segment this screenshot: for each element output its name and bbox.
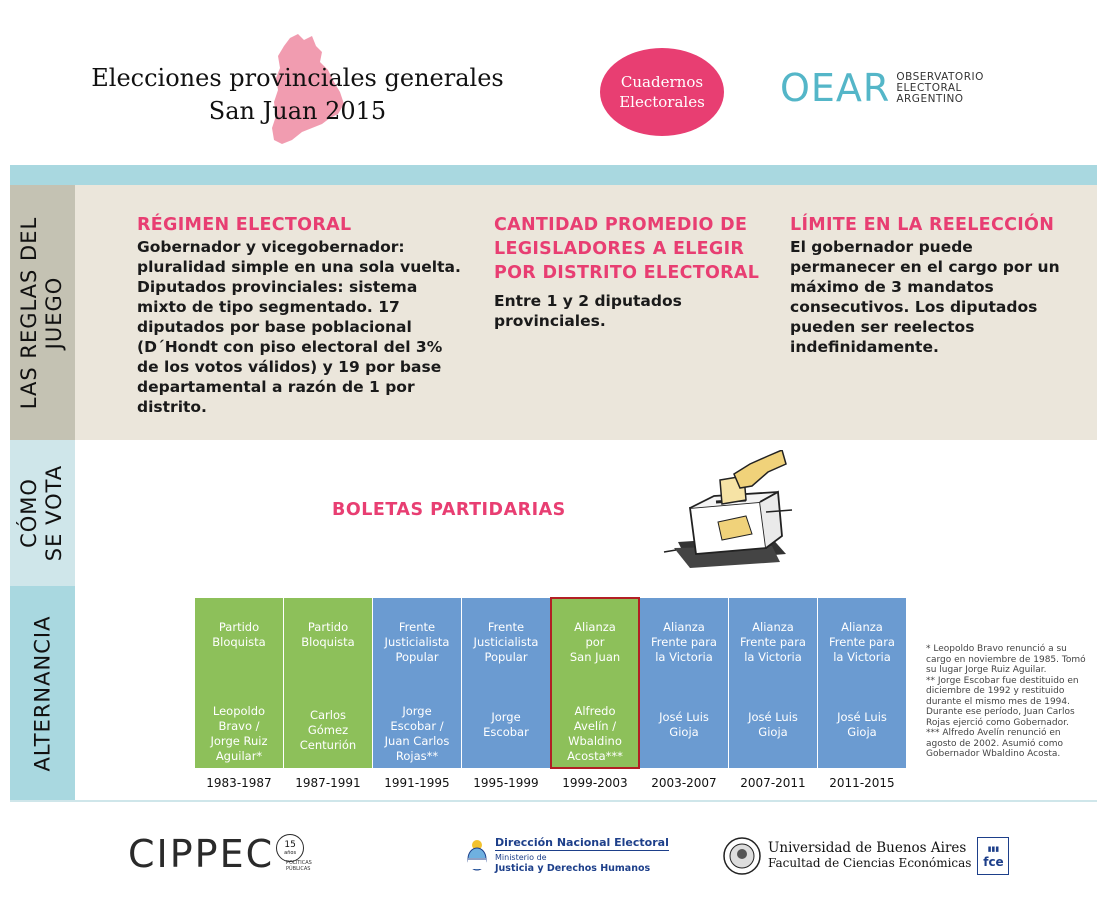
term-governor-line: Bravo / [218,719,260,733]
footnote-line: ** Jorge Escobar fue destituido en [926,675,1079,686]
term-period: 1999-2003 [562,776,628,790]
dne-ministry: Ministerio de [495,853,547,862]
ballot-box-icon [660,450,800,575]
term-governor [818,710,906,740]
uba-logo [722,836,1009,876]
oear-logo [780,68,984,108]
regime-line: Gobernador y vicegobernador: [137,238,405,256]
term-period: 2007-2011 [740,776,806,790]
page-title [60,62,535,128]
term-governor-line: Wbaldino [568,734,622,748]
rules-sidebar-line-1: LAS REGLAS DEL [17,216,42,409]
term-card [729,598,817,768]
term-party-line: Bloquista [212,635,266,649]
footnotes [926,644,1096,760]
uba-university: Universidad de Buenos Aires [768,840,967,856]
term-period: 1983-1987 [206,776,272,790]
reelection-line: consecutivos. Los diputados [790,298,1038,316]
term-party-line: Justicialista [384,635,450,649]
term-party [551,620,639,665]
term-party-line: Frente para [651,635,717,649]
regime-body [137,237,467,417]
term-card [195,598,283,768]
fce-logo [977,837,1009,875]
term-party-line: por [585,635,605,649]
argentina-coat-of-arms-icon [465,839,489,871]
term-party-line: Popular [484,650,528,664]
term-party-line: Alianza [574,620,616,634]
uba-faculty: Facultad de Ciencias Económicas [768,856,972,870]
average-title-line: POR DISTRITO ELECTORAL [494,263,760,283]
term-governor-line: Avelín / [573,719,617,733]
oear-line-1: OBSERVATORIO [896,70,984,83]
fce-bars-icon: ▮▮▮ [987,845,1000,853]
term-party [729,620,817,665]
dne-title: Dirección Nacional Electoral [495,836,669,849]
term-party [462,620,550,665]
footnote-line: cargo en noviembre de 1985. Tomó [926,654,1086,665]
term-party-line: Frente para [740,635,806,649]
cippec-anniversary-badge [276,834,304,862]
term-governor-line: Rojas** [395,749,439,763]
term-governor [284,708,372,753]
cippec-sub-line: PÚBLICAS [286,866,311,872]
term-period: 2003-2007 [651,776,717,790]
term-card [373,598,461,768]
cippec-logo [128,832,312,876]
term-party-line: Alianza [752,620,794,634]
term-governor-line: Acosta*** [567,749,623,763]
fce-mark: fce [983,855,1004,869]
regime-title: RÉGIMEN ELECTORAL [137,215,352,235]
term-party-line: San Juan [569,650,621,664]
term-party-line: la Victoria [833,650,891,664]
average-line: Entre 1 y 2 diputados [494,292,682,310]
term-card [462,598,550,768]
regime-line: diputados por base poblacional [137,318,412,336]
term-party-line: Popular [395,650,439,664]
term-governor-line: Gioja [758,725,788,739]
term-governor-line: José Luis [748,710,798,724]
oear-line-3: ARGENTINO [896,92,964,105]
term-governor-line: Leopoldo [212,704,266,718]
term-governor [640,710,728,740]
alternation-sidebar-label: ALTERNANCIA [30,615,54,771]
term-period: 1991-1995 [384,776,450,790]
term-governor-line: José Luis [659,710,709,724]
term-governor [729,710,817,740]
term-period: 1987-1991 [295,776,361,790]
footnote-line: durante el mismo mes de 1994. [926,696,1070,707]
term-governor [373,704,461,764]
term-card-highlighted [551,598,639,768]
term-party [195,620,283,650]
vote-sidebar-line-1: CÓMO [17,478,42,548]
top-band [10,165,1097,185]
term-party-line: Partido [307,620,349,634]
average-title [494,213,784,285]
term-party-line: Frente [487,620,525,634]
term-card [818,598,906,768]
reelection-line: pueden ser reelectos [790,318,975,336]
term-party-line: Bloquista [301,635,355,649]
footnote-line: su lugar Jorge Ruiz Aguilar. [926,665,1047,675]
footnote-line: *** Alfredo Avelín renunció en [926,728,1061,738]
term-party-line: Partido [218,620,260,634]
reelection-line: permanecer en el cargo por un [790,258,1060,276]
footnote-line: agosto de 2002. Asumió como [926,738,1063,749]
vote-method-label: BOLETAS PARTIDARIAS [332,500,566,520]
reelection-line: indefinidamente. [790,338,939,356]
footnote-line: diciembre de 1992 y restituido [926,686,1065,696]
reelection-title: LÍMITE EN LA REELECCIÓN [790,215,1055,235]
term-governor-line: Gioja [669,725,699,739]
vote-sidebar-label [18,465,68,561]
reelection-body [790,237,1085,357]
term-governor-line: Escobar / [390,719,444,733]
term-governor-line: Jorge [402,704,432,718]
average-title-line: CANTIDAD PROMEDIO DE [494,215,748,235]
regime-line: (D´Hondt con piso electoral del 3% [137,338,443,356]
footer [0,800,1107,900]
vote-sidebar [10,440,75,586]
series-badge-line-1: Cuadernos [620,73,704,91]
term-party-line: la Victoria [744,650,802,664]
term-party-line: Justicialista [473,635,539,649]
term-governor-line: Carlos [309,708,347,722]
term-governor [462,710,550,740]
term-period: 2011-2015 [829,776,895,790]
oear-mark: OEAR [780,66,891,110]
term-card [284,598,372,768]
term-governor-line: Escobar [483,725,529,739]
series-badge-line-2: Electorales [619,93,705,111]
term-governor-line: Alfredo [574,704,616,718]
term-governor-line: Jorge [491,710,521,724]
regime-line: distrito. [137,398,207,416]
reelection-column [790,213,1085,357]
term-card [640,598,728,768]
term-governor-line: Gioja [847,725,877,739]
term-period: 1995-1999 [473,776,539,790]
series-badge [600,48,724,136]
term-governor-line: Jorge Ruiz [210,734,268,748]
average-title-line: LEGISLADORES A ELEGIR [494,239,745,259]
cippec-sub-line: POLÍTICAS [286,860,312,866]
alternation-section [10,586,1097,802]
term-party [818,620,906,665]
cippec-badge-unit: años [284,850,297,856]
term-governor-line: Aguilar* [215,749,263,763]
rules-sidebar [10,185,75,440]
oear-text [896,72,984,105]
vote-sidebar-line-2: SE VOTA [42,464,67,562]
average-line: provinciales. [494,312,606,330]
uba-seal-icon [722,836,762,876]
regime-column [137,213,467,417]
footnote-line: Gobernador Wbaldino Acosta. [926,749,1061,759]
footnote-line: Rojas ejerció como Gobernador. [926,717,1069,728]
rules-section [10,185,1097,440]
term-governor-line: Juan Carlos [384,734,450,748]
cippec-subtitle [286,860,312,872]
term-governor [195,704,283,764]
vote-section [10,440,1097,588]
regime-line: Diputados provinciales: sistema [137,278,418,296]
average-body [494,291,784,331]
term-party-line: la Victoria [655,650,713,664]
title-line-1: Elecciones provinciales generales [91,64,504,92]
footnote-line: * Leopoldo Bravo renunció a su [926,644,1067,654]
rules-sidebar-label [18,216,68,408]
term-party-line: Frente para [829,635,895,649]
rules-sidebar-line-2: JUEGO [42,276,67,349]
term-governor-line: Centurión [299,738,357,752]
term-party-line: Frente [398,620,436,634]
regime-line: de los votos válidos) y 19 por base [137,358,442,376]
term-party [284,620,372,650]
regime-line: departamental a razón de 1 por [137,378,415,396]
term-party-line: Alianza [841,620,883,634]
regime-line: mixto de tipo segmentado. 17 [137,298,400,316]
term-governor [551,704,639,764]
uba-text [768,841,971,871]
term-governor-line: Gómez [307,723,349,737]
header [0,0,1107,165]
regime-line: pluralidad simple en una sola vuelta. [137,258,461,276]
dne-text [495,836,669,874]
term-party [640,620,728,665]
footnote-line: Durante ese período, Juan Carlos [926,707,1075,717]
dne-logo [465,836,669,874]
reelection-line: máximo de 3 mandatos [790,278,994,296]
cippec-badge-number: 15 [284,840,296,850]
dne-justice: Justicia y Derechos Humanos [495,863,651,874]
oear-line-2: ELECTORAL [896,81,962,94]
term-governor-line: José Luis [837,710,887,724]
reelection-line: El gobernador puede [790,238,973,256]
term-party-line: Alianza [663,620,705,634]
cippec-wordmark: CIPPEC [128,832,275,876]
average-column [494,213,784,331]
term-party [373,620,461,665]
alternation-sidebar [10,586,75,800]
title-line-2: San Juan 2015 [208,97,387,125]
